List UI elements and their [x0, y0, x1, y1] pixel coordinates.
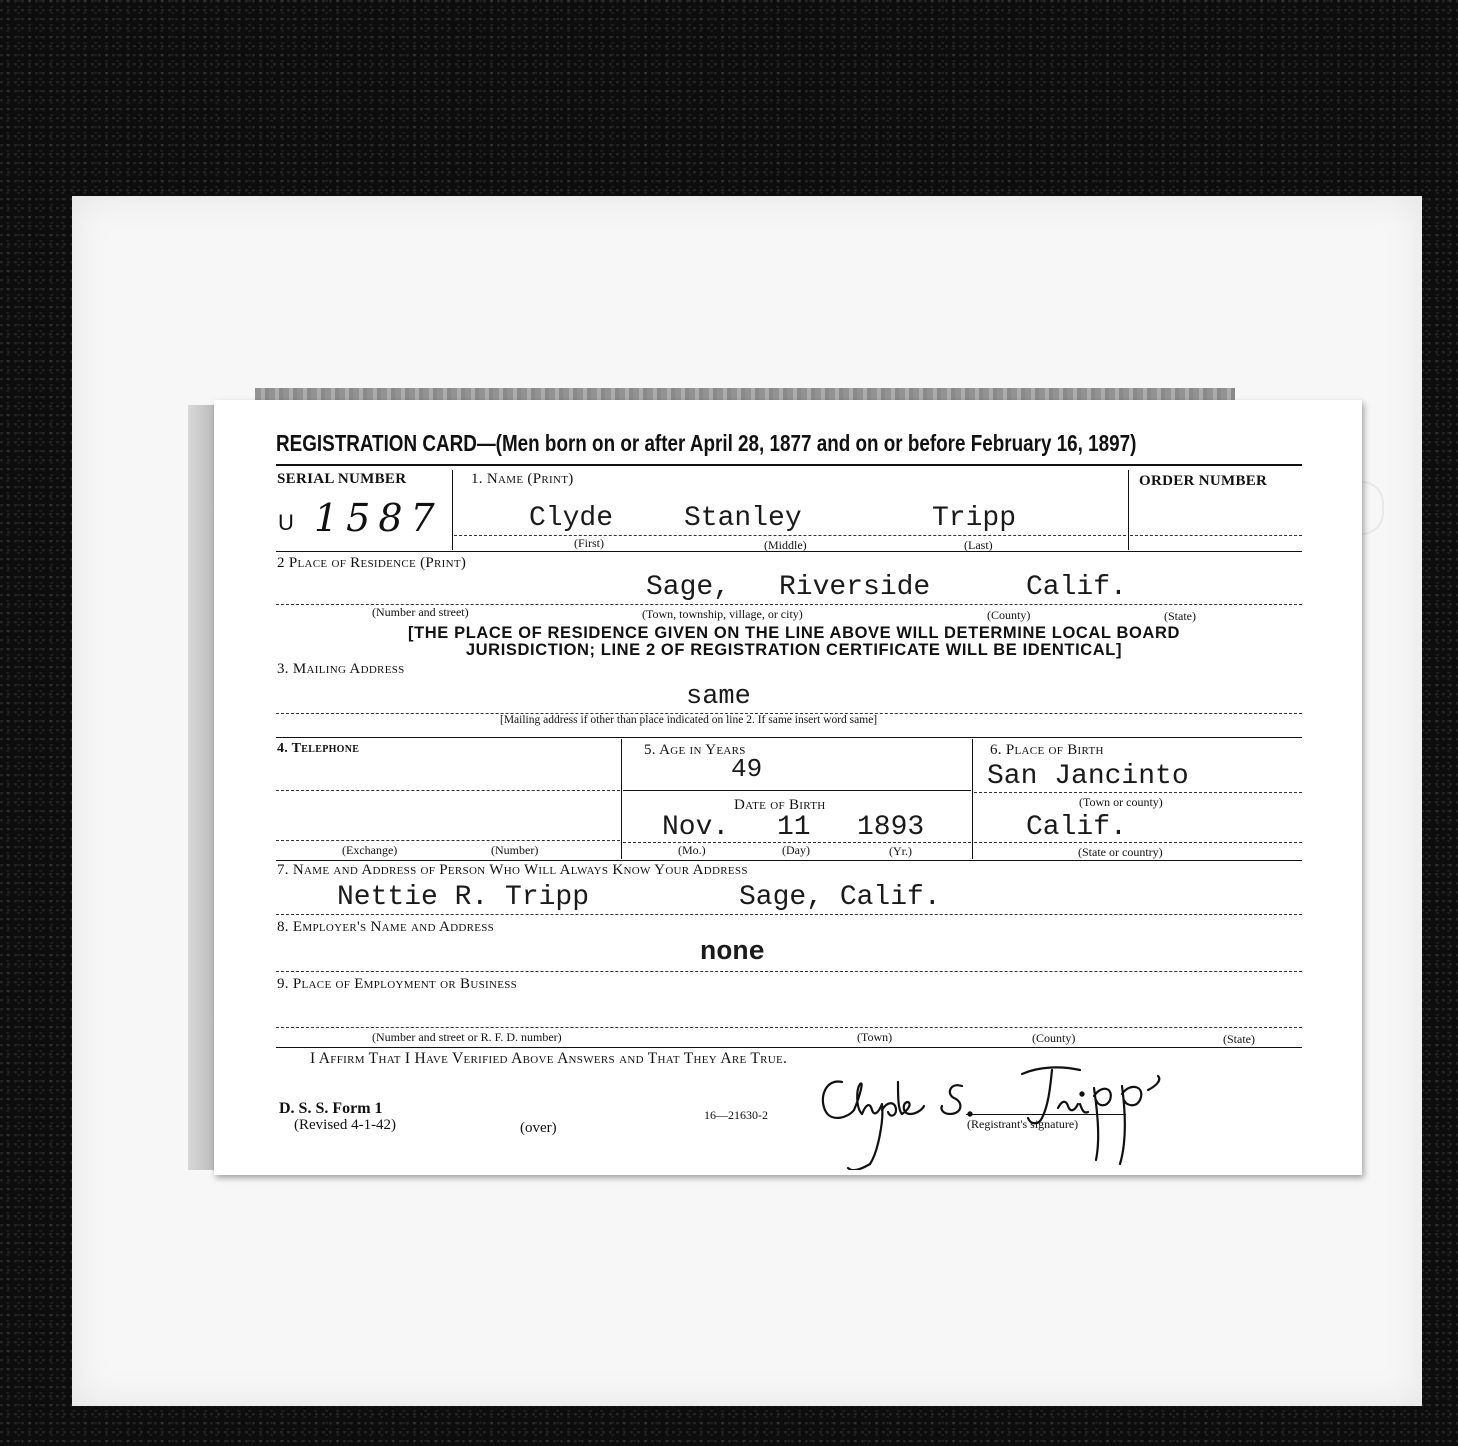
registrant-signature: [812, 1060, 1192, 1175]
card-title: REGISTRATION CARD—(Men born on or after April 28, 1877 and on or before February 16, 1897): [276, 430, 1137, 456]
birthplace-town-line: [974, 792, 1302, 793]
notice-line-2: JURISDICTION; LINE 2 OF REGISTRATION CERTIFICATE WILL BE IDENTICAL]: [465, 641, 1123, 659]
card-left-edge: [188, 405, 214, 1170]
form-revised: (Revised 4-1-42): [294, 1117, 397, 1133]
employment-street-caption: (Number and street or R. F. D. number): [372, 1030, 562, 1044]
telephone-divider: [621, 739, 622, 859]
residence-state: Calif.: [1026, 572, 1127, 603]
affirmation-text: I Affirm That I Have Verified Above Answers and That They Are True.: [310, 1050, 788, 1067]
employer-value: none: [700, 938, 765, 968]
serial-number-value: 1587: [314, 496, 443, 540]
residence-county: Riverside: [779, 572, 931, 603]
telephone-line-2: [276, 840, 620, 841]
title-rule: [276, 464, 1302, 466]
dob-month: Nov.: [662, 812, 730, 843]
telephone-line-1: [276, 790, 620, 791]
age-value: 49: [731, 754, 763, 784]
age-line: [623, 790, 971, 791]
mailing-label: 3. Mailing Address: [277, 661, 405, 677]
middle-caption: (Middle): [764, 538, 807, 552]
employment-state-caption: (State): [1223, 1032, 1255, 1046]
mailing-caption: [Mailing address if other than place indicated on line 2. If same insert word same]: [500, 714, 878, 726]
serial-prefix: U: [278, 510, 294, 535]
residence-label: 2 Place of Residence (Print): [277, 555, 467, 571]
number-caption: (Number): [491, 843, 539, 857]
birthplace-town-caption: (Town or county): [1079, 795, 1163, 809]
registration-card: [214, 400, 1362, 1175]
dob-year: 1893: [857, 812, 925, 843]
serial-divider: [452, 470, 453, 550]
notice-line-1: [THE PLACE OF RESIDENCE GIVEN ON THE LINE ABOVE WILL DETERMINE LOCAL BOARD: [408, 624, 1180, 642]
telephone-label: 4. Telephone: [277, 741, 360, 756]
first-name: Clyde: [529, 503, 614, 534]
street-caption: (Number and street): [372, 605, 469, 619]
dob-day: 11: [777, 812, 811, 843]
signature-caption: (Registrant's signature): [967, 1117, 1079, 1131]
order-number-label: ORDER NUMBER: [1139, 473, 1268, 489]
serial-number-label: SERIAL NUMBER: [277, 471, 407, 487]
employment-line: [276, 1027, 1302, 1028]
last-name: Tripp: [932, 503, 1017, 534]
birthplace-label: 6. Place of Birth: [990, 742, 1104, 758]
birthplace-state-line: [974, 842, 1302, 843]
over-text: (over): [520, 1120, 557, 1136]
print-code: 16—21630-2: [704, 1108, 768, 1122]
county-caption: (County): [987, 608, 1031, 622]
contact-name: Nettie R. Tripp: [337, 882, 590, 913]
mailing-value: same: [686, 682, 751, 712]
employer-label: 8. Employer's Name and Address: [277, 919, 495, 935]
contact-line: [276, 914, 1302, 915]
birthplace-state: Calif.: [1026, 812, 1127, 843]
year-caption: (Yr.): [889, 844, 912, 858]
order-divider: [1128, 470, 1129, 550]
state-caption: (State): [1164, 609, 1196, 623]
middle-name: Stanley: [684, 503, 802, 534]
residence-town: Sage,: [646, 572, 731, 603]
first-caption: (First): [574, 536, 604, 550]
town-caption: (Town, township, village, or city): [642, 607, 803, 621]
employment-county-caption: (County): [1032, 1031, 1076, 1045]
last-caption: (Last): [964, 538, 993, 552]
exchange-caption: (Exchange): [342, 843, 398, 857]
birthplace-state-caption: (State or country): [1078, 845, 1163, 859]
employment-town-caption: (Town): [857, 1030, 893, 1044]
order-number-line: [1130, 535, 1302, 536]
age-label: 5. Age in Years: [644, 742, 746, 758]
name-line: [454, 535, 1126, 536]
contact-label: 7. Name and Address of Person Who Will Always Know Your Address: [277, 862, 748, 878]
contact-address: Sage, Calif.: [739, 882, 941, 913]
birthplace-town: San Jancinto: [987, 761, 1189, 792]
day-caption: (Day): [782, 843, 810, 857]
name-label: 1. Name (Print): [471, 471, 574, 487]
row-rule-9: [276, 1047, 1302, 1048]
form-name: D. S. S. Form 1: [279, 1100, 383, 1117]
employer-line: [276, 971, 1302, 972]
row-rule-1: [276, 551, 1302, 552]
dob-label: Date of Birth: [734, 797, 826, 813]
age-divider: [972, 739, 973, 859]
row-rule-3: [276, 737, 1302, 738]
row-rule-6: [276, 860, 1302, 861]
month-caption: (Mo.): [678, 843, 706, 857]
jurisdiction-notice: [289, 625, 1299, 659]
employment-label: 9. Place of Employment or Business: [277, 976, 518, 992]
